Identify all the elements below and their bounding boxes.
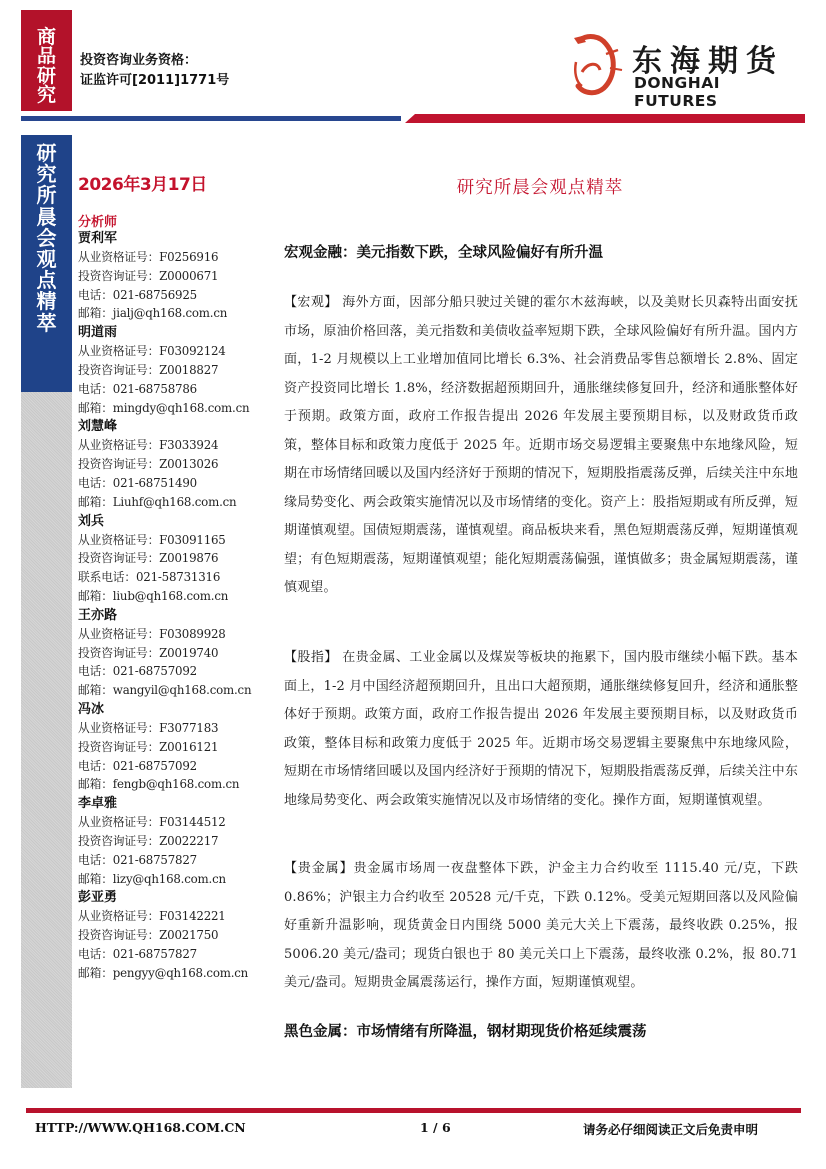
analyst-name: 李卓雅 xyxy=(78,796,118,812)
analyst-email[interactable]: 邮箱：jialj@qh168.com.cn xyxy=(78,306,228,321)
analyst-license: 从业资格证号：F3033924 xyxy=(78,438,219,453)
analyst-license: 从业资格证号：F03092124 xyxy=(78,344,226,359)
donghai-logo xyxy=(570,30,800,110)
qualification-line-2: 证监许可[2011]1771号 xyxy=(80,73,230,88)
paragraph-precious-metals xyxy=(284,855,798,998)
analyst-name: 冯冰 xyxy=(78,701,105,717)
analyst-entry xyxy=(78,323,278,417)
logo-english: DONGHAI FUTURES xyxy=(634,74,720,110)
qualification-block xyxy=(80,51,229,91)
paragraph-macro xyxy=(284,289,798,603)
analyst-entry xyxy=(78,606,278,700)
tag-precious-metals: 【贵金属】 xyxy=(284,861,354,876)
sidebar-gray-column xyxy=(21,392,72,1088)
analyst-phone: 联系电话：021-58731316 xyxy=(78,570,221,585)
analyst-license: 投资咨询证号：Z0000671 xyxy=(78,268,219,283)
analyst-license: 从业资格证号：F0256916 xyxy=(78,250,219,264)
analyst-phone: 电话：021-68757092 xyxy=(78,758,197,773)
tag-stock-index: 【股指】 xyxy=(284,650,338,665)
report-date: 2026年3月17日 xyxy=(78,175,207,195)
section-heading-macro-finance: 宏观金融：美元指数下跌，全球风险偏好有所升温 xyxy=(284,245,603,261)
analyst-license: 从业资格证号：F03091165 xyxy=(78,532,226,547)
analyst-name: 刘慧峰 xyxy=(78,419,118,435)
analyst-email[interactable]: 邮箱：liub@qh168.com.cn xyxy=(78,588,229,603)
category-tab xyxy=(21,10,72,111)
report-type-label: 研究所晨会观点精萃 xyxy=(36,141,57,335)
analyst-name: 贾利军 xyxy=(78,231,118,246)
analyst-license: 投资咨询证号：Z0021750 xyxy=(78,928,219,943)
analyst-phone: 电话：021-68756925 xyxy=(78,287,197,302)
analyst-email[interactable]: 邮箱：wangyil@qh168.com.cn xyxy=(78,683,252,698)
header-divider-red xyxy=(405,114,805,123)
analyst-entry xyxy=(78,700,278,794)
paragraph-stock-index xyxy=(284,644,798,815)
analyst-license: 投资咨询证号：Z0018827 xyxy=(78,362,219,377)
analyst-license: 从业资格证号：F03142221 xyxy=(78,909,226,924)
analyst-name: 王亦路 xyxy=(78,607,118,623)
logo-chinese: 东海期货 xyxy=(632,44,784,79)
analyst-email[interactable]: 邮箱：pengyy@qh168.com.cn xyxy=(78,965,249,980)
text-macro: 海外方面，因部分船只驶过关键的霍尔木兹海峡，以及美财长贝森特出面安抚市场，原油价格回落，美元指数和美债收益率短期下跌，全球风险偏好有所升温。国内方面，1-2 月规模以上工业增加值同比增长 6.3%、社会消费品零售总额增长 2.8%、固定资产投资同比增长 1.8%，经济数据超预期回升，通胀继续修复回升，经济和通胀整体好于预期。政策方面，政府工作报告提出 2026 年发展主要预期目标，以及财政货币政策，整体目标和政策力度低于 2025 年。近期市场交易逻辑主要聚焦中东地缘风险，短期在市场情绪回暖以及国内经济好于预期的情况下，短期股指震荡反弹，后续关注中东地缘局势变化、两会政策实施情况以及市场情绪的变化。资产上：股指短期或有所反弹，短期谨慎观望。国债短期震荡，谨慎观望。商品板块来看，黑色短期震荡反弹，短期谨慎观望；有色短期震荡，短期谨慎观望；能化短期震荡偏强，谨慎做多；贵金属短期震荡，谨慎观望。 xyxy=(284,295,798,595)
analyst-license: 从业资格证号：F03144512 xyxy=(78,815,226,830)
report-type-tab xyxy=(21,135,72,392)
analyst-phone: 电话：021-68757827 xyxy=(78,946,197,961)
footer-divider xyxy=(26,1108,801,1113)
dragon-icon xyxy=(570,32,628,98)
category-tab-label: 商品研究 xyxy=(37,26,57,107)
analyst-entry xyxy=(78,417,278,511)
analyst-entry xyxy=(78,512,278,606)
analyst-email[interactable]: 邮箱：Liuhf@qh168.com.cn xyxy=(78,494,237,509)
analyst-email[interactable]: 邮箱：mingdy@qh168.com.cn xyxy=(78,400,250,415)
analyst-phone: 电话：021-68751490 xyxy=(78,475,197,490)
section-heading-ferrous-metals: 黑色金属：市场情绪有所降温，钢材期现货价格延续震荡 xyxy=(284,1024,647,1040)
analyst-phone: 电话：021-68758786 xyxy=(78,381,197,396)
analyst-license: 投资咨询证号：Z0013026 xyxy=(78,457,219,472)
analyst-email[interactable]: 邮箱：lizy@qh168.com.cn xyxy=(78,871,226,886)
analyst-name: 彭亚勇 xyxy=(78,890,118,906)
header-divider xyxy=(21,114,807,123)
header-divider-blue xyxy=(21,116,401,121)
analyst-license: 从业资格证号：F3077183 xyxy=(78,720,219,735)
analyst-license: 从业资格证号：F03089928 xyxy=(78,626,226,641)
analyst-email[interactable]: 邮箱：fengb@qh168.com.cn xyxy=(78,777,240,792)
footer-website-link[interactable]: HTTP://WWW.QH168.COM.CN xyxy=(35,1120,246,1135)
analyst-list xyxy=(78,229,278,983)
analyst-license: 投资咨询证号：Z0019876 xyxy=(78,551,219,566)
qualification-line-1: 投资咨询业务资格： xyxy=(80,53,198,68)
analyst-license: 投资咨询证号：Z0016121 xyxy=(78,739,219,754)
analyst-license: 投资咨询证号：Z0022217 xyxy=(78,833,219,848)
tag-macro: 【宏观】 xyxy=(284,295,338,310)
analyst-license: 投资咨询证号：Z0019740 xyxy=(78,645,219,660)
analyst-entry xyxy=(78,888,278,982)
analyst-name: 刘兵 xyxy=(78,513,105,529)
analyst-entry xyxy=(78,229,278,323)
analyst-name: 明道雨 xyxy=(78,325,118,341)
page-number: 1 / 6 xyxy=(420,1120,451,1135)
disclaimer-notice: 请务必仔细阅读正文后免责申明 xyxy=(583,1122,759,1137)
analyst-heading: 分析师 xyxy=(78,215,118,230)
analyst-entry xyxy=(78,794,278,888)
text-precious-metals: 贵金属市场周一夜盘整体下跌，沪金主力合约收至 1115.40 元/克，下跌 0.86%；沪银主力合约收至 20528 元/千克，下跌 0.12%。受美元短期回落以及风险偏好重新升温影响，现货黄金日内围绕 5000 美元大关上下震荡，最终收跌 0.25%，报 5006.20 美元/盎司；现货白银也于 80 美元关口上下震荡，最终收涨 0.2%，报 80.71 美元/盎司。短期贵金属震荡运行，操作方面，短期谨慎观望。 xyxy=(284,861,798,990)
analyst-phone: 电话：021-68757092 xyxy=(78,664,197,679)
text-stock-index: 在贵金属、工业金属以及煤炭等板块的拖累下，国内股市继续小幅下跌。基本面上，1-2 月中国经济超预期回升，且出口大超预期，通胀继续修复回升，经济和通胀整体好于预期。政策方面，政府工作报告提出 2026 年发展主要预期目标，以及财政货币政策，整体目标和政策力度低于 2025 年。近期市场交易逻辑主要聚焦中东地缘风险，短期在市场情绪回暖以及国内经济好于预期的情况下，短期股指震荡反弹，后续关注中东地缘局势变化、两会政策实施情况以及市场情绪的变化。操作方面，短期谨慎观望。 xyxy=(284,650,798,808)
analyst-phone: 电话：021-68757827 xyxy=(78,852,197,867)
page-title: 研究所晨会观点精萃 xyxy=(456,178,624,198)
